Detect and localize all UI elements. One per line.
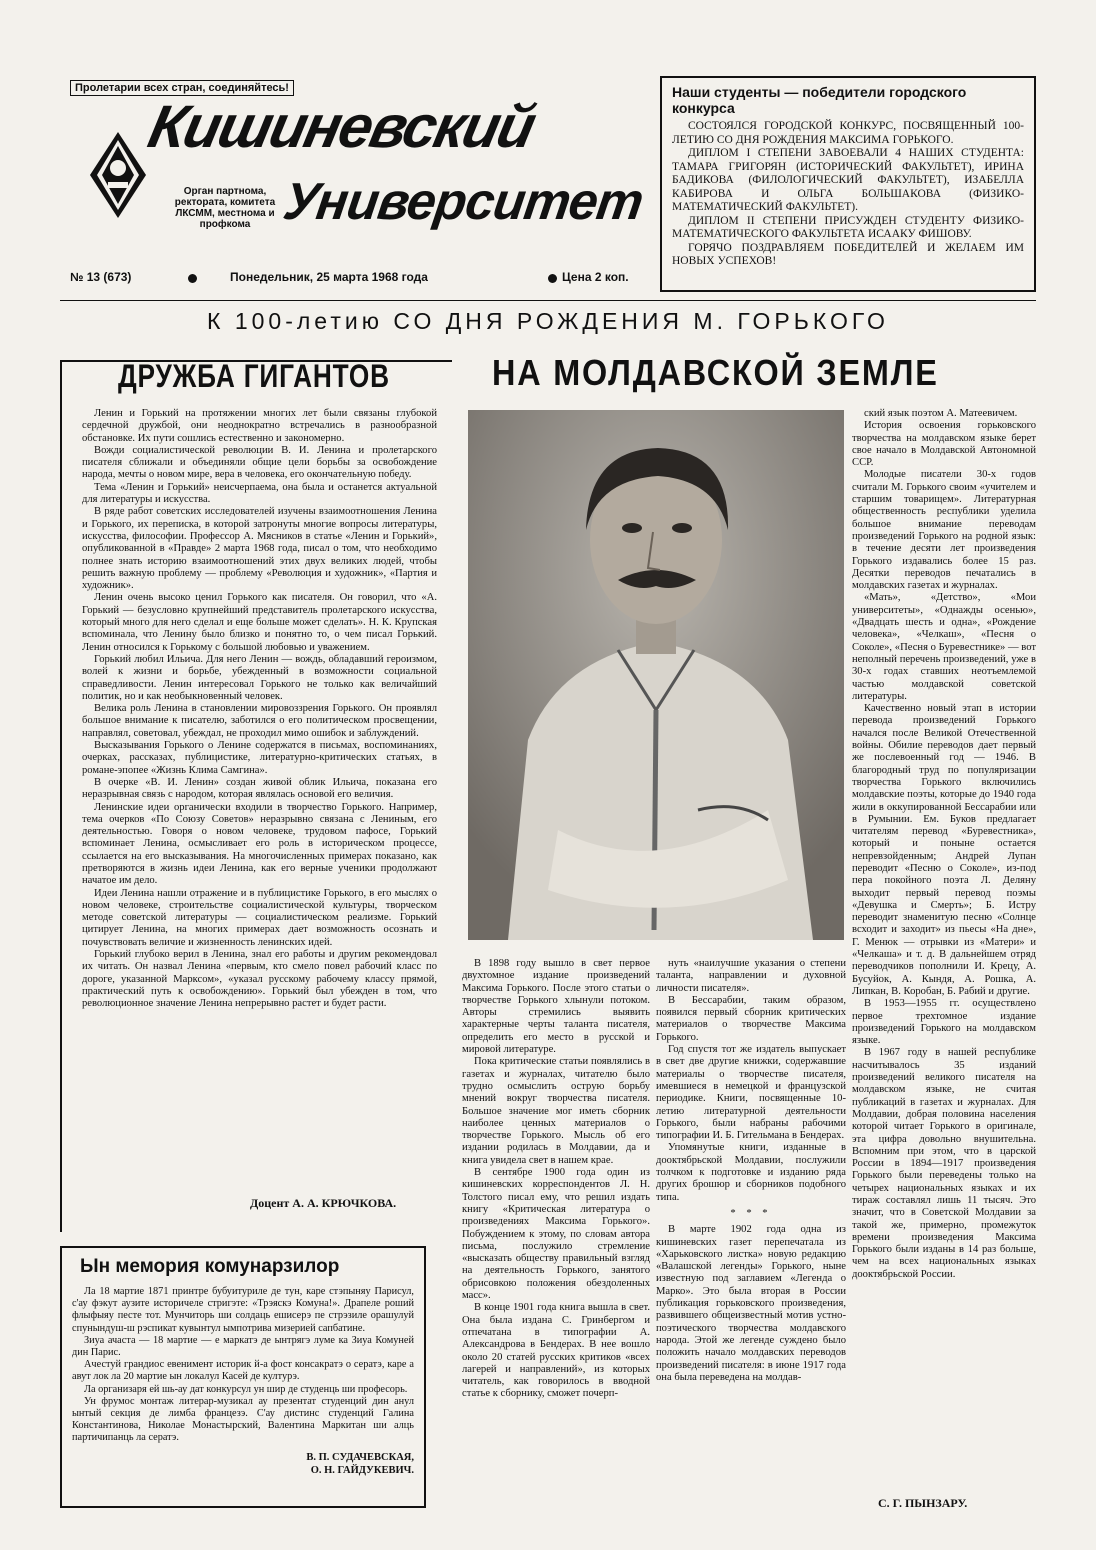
left-article-signature: Доцент А. А. КРЮЧКОВА.	[250, 1196, 397, 1210]
bullet-icon	[188, 274, 197, 283]
paragraph: Ла организаря ей шь-ау дат конкурсул ун шир де студенць ши професорь.	[84, 1383, 408, 1395]
paragraph: В очерке «В. И. Ленин» создан живой облик Ильича, показана его неразрывная связь с народом, которая являлась основой его величия.	[82, 776, 437, 801]
right-article-column-1	[462, 958, 650, 1401]
paragraph: Ун фрумос монтаж литерар-музикал ау презентат студенций дин анул ынтый секция де лимба францезэ. С'ау дистинс студенций Галина Константинова, Николае Монастырский, Валентина Маркитан ши алць партичипанць ла сератэ.	[72, 1395, 414, 1444]
paragraph: В конце 1901 года книга вышла в свет. Она была издана С. Гринбергом и отпечатана в типографии А. Александрова в Бендерах. В нее вошло около 20 статей русских критиков «всех лагерей и направлений», из которых читатель, как говорилось в вводной статье к сборнику, сможет почерп-	[462, 1302, 650, 1400]
paragraph: Ленин очень высоко ценил Горького как писателя. Он говорил, что «А. Горький — безусловно крупнейший представитель пролетарского искусства, который много для него сделал и еще больше может сделать». Н. К. Крупская вспоминала, что Ленину было близко и понятно то, о чем писал Горький. Ленин относился к Горькому с большой любовью и уважением.	[82, 592, 437, 653]
signature-line: О. Н. ГАЙДУКЕВИЧ.	[310, 1464, 414, 1476]
commune-box-body	[72, 1286, 414, 1445]
news-title: Наши студенты — победители городского конкурса	[672, 84, 967, 116]
newspaper-organ: Орган партнома, ректората, комитета ЛКСММ, местнома и профкома	[174, 186, 276, 230]
paragraph: История освоения горьковского творчества на молдавском языке берет свое начало в Молдавской Автономной ССР.	[852, 420, 1036, 469]
university-emblem-icon	[88, 130, 148, 220]
paragraph: Молодые писатели 30-х годов считали М. Горького своим «учителем и старшим товарищем». Литературная общественность республики уделила большое внимание переводам произведений Горького на родной язык: в течение десяти лет произведения Горького издавались более 15 раз. Десятки переводов печатались в молдавских газетах и журналах.	[852, 469, 1036, 592]
bullet-icon	[548, 274, 557, 283]
paragraph: Ачестуй грандиос евенимент историк й-а фост консакратэ о сератэ, каре а авут лок ла 20 мартие ын локалул Касей де културэ.	[72, 1359, 414, 1383]
section-separator: * * *	[730, 1207, 772, 1219]
news-paragraph: ДИПЛОМ I СТЕПЕНИ ЗАВОЕВАЛИ 4 НАШИХ СТУДЕНТА: ТАМАРА ГРИГОРЯН (ИСТОРИЧЕСКИЙ ФАКУЛЬТЕТ), ИРИНА БАДИКОВА (ФИЛОЛОГИЧЕСКИЙ ФАКУЛЬТЕТ), ИЗАБЕЛЛА КАБИРОВА И ОЛЬГА БОЛЬШАКОВА (ФИЗИКО-МАТЕМАТИЧЕСКИЙ ФАКУЛЬТЕТ).	[672, 147, 1024, 213]
paragraph: Качественно новый этап в истории перевода произведений Горького начался после Великой Отечественной войны. Обилие переводов дает первый же послевоенный год — 1946. В благородный труд по популяризации творчества Горького включились молдавские поэты, которые до 1940 года жили в оккупированной Бессарабии или в Румынии. Ем. Буков предлагает читателям перевод «Буревестника», который и поныне остается непревзойденным; Андрей Лупан переводит «Песню о Соколе», из-под пера покойного поэта Л. Деляну выходит первый перевод поэмы «Девушка и Смерть»; Б. Истру переводит знаменитую песню «Солнце всходит и заходит» из пьесы «На дне», Г. Менюк — отрывки из «Матери» и «Челкаша» и т. д. В дальнейшем отряд переводчиков пополнили И. Крецу, А. Бусуйок, А. Кындя, А. Рошка, А. Липкан, В. Коробан, Б. Рабий и другие.	[852, 703, 1036, 997]
issue-date: Понедельник, 25 марта 1968 года	[230, 270, 428, 284]
paragraph: Идеи Ленина нашли отражение и в публицистике Горького, в его мыслях о новом человеке, строительстве социалистической культуры, творческом методе советской литературы — социалистическом реализме. Горький цитирует Ленина, на многих примерах дает возможность осознать и почувствовать величие и жизненность ленинских идей.	[82, 887, 437, 948]
paragraph: В сентябре 1900 года один из кишиневских корреспондентов Л. Н. Толстого писал ему, что решил издать книгу «Критическая литература о произведениях Максима Горького». Побуждением к этому, по словам автора письма, послужило стремление «высказать обществу правильный взгляд на деятельность Горького, занятого обрисовкою положения обездоленных масс».	[462, 1167, 650, 1302]
party-slogan: Пролетарии всех стран, соединяйтесь!	[70, 80, 294, 96]
paragraph: Горький глубоко верил в Ленина, знал его работы и другим рекомендовал их читать. Он назвал Ленина «первым, кто смело повел рабочий класс по дороге, указанной Марксом», «указал русскому рабочему классу прямой, практический путь к освобождению». Горький был убежден в том, что революционное значение Ленина непрерывно растет и будет расти.	[82, 949, 437, 1010]
paragraph: Ленинские идеи органически входили в творчество Горького. Например, тема очерков «По Союзу Советов» неразрывно связана с Лениным, его деятельностью. Говоря о новом человеке, трудовом пафосе, Горький вспоминает Ленина, осмысливает его роль в историческом процессе, ссылается на его высказывания. На многочисленных примерах показано, как претворяются в жизнь идеи Ленина, как его верные ученики продолжают начатое им дело.	[82, 801, 437, 887]
paragraph: Высказывания Горького о Ленине содержатся в письмах, воспоминаниях, очерках, рассказах, публицистике, литературно-критических статьях, в романе-эпопее «Жизнь Клима Самгина».	[82, 740, 437, 776]
left-article-body	[82, 408, 437, 1011]
news-paragraph: ГОРЯЧО ПОЗДРАВЛЯЕМ ПОБЕДИТЕЛЕЙ И ЖЕЛАЕМ ИМ НОВЫХ УСПЕХОВ!	[672, 241, 1024, 267]
right-article-column-3	[852, 408, 1036, 1281]
signature-line: В. П. СУДАЧЕВСКАЯ,	[306, 1451, 414, 1463]
commune-memorial-box	[60, 1246, 426, 1508]
paragraph: Зиуа ачаста — 18 мартие — е маркатэ де ынтрягэ луме ка Зиуа Комуней дин Парис.	[72, 1334, 414, 1359]
right-article-title: НА МОЛДАВСКОЙ ЗЕМЛЕ	[492, 352, 939, 393]
paragraph: «Мать», «Детство», «Мои университеты», «Однажды осенью», «Двадцать шесть и одна», «Рождение человека», «Челкаш», «Песня о Соколе», «Песня о Буревестнике» — вот неполный перечень произведений, уже в 30-х годах ставших неотъемлемой частью молдавской советской литературы.	[852, 592, 1036, 702]
paragraph: Ла 18 мартие 1871 принтре бубуитуриле де тун, каре стэпыняу Парисул, с'ау фэкут аузите историчеле стригэте: «Трэяскэ Комуна!». Драпеле роший флыфыяу песте тот. Мунчиторь ши солдаць ешисерэ пе стрэзиле орашулуй спунындуш-ш рэспикат кувынтул ымпотрива мизерией сапбатине.	[72, 1286, 414, 1334]
divider	[60, 300, 1036, 301]
paragraph: ский язык поэтом А. Матеевичем.	[864, 408, 1018, 419]
paragraph: В 1898 году вышло в свет первое двухтомное издание произведений Максима Горького. После этого статьи о творчестве Горького хлынули потоком. Авторы стремились выявить характерные черты таланта писателя, определить его место в русской и мировой литературе.	[462, 958, 650, 1056]
left-article-title: ДРУЖБА ГИГАНТОВ	[118, 358, 390, 394]
paragraph: В ряде работ советских исследователей изучены взаимоотношения Ленина и Горького, их переписка, в которой затронуты многие вопросы литературы, искусства, философии. Профессор А. Мясников в статье «Ленин и Горький», опубликованной в «Правде» 2 марта 1968 года, писал о том, что необходимо полнее знать историю взаимоотношений этих двух великих людей, чтобы решить важную проблему — проблему «Революция и художник», «Партия и художник».	[82, 506, 437, 592]
news-box	[660, 76, 1036, 292]
paragraph: В Бессарабии, таким образом, появился первый сборник критических материалов о творчестве Максима Горького.	[656, 994, 846, 1043]
paragraph: В 1953—1955 гг. осуществлено первое трехтомное издание произведений Горького на молдавском языке.	[852, 998, 1036, 1047]
paragraph: Тема «Ленин и Горький» неисчерпаема, она была и останется актуальной для литературы и искусства.	[82, 481, 437, 506]
issue-price: Цена 2 коп.	[562, 270, 629, 284]
paragraph: В марте 1902 года одна из кишиневских газет перепечатала из «Харьковского листка» новую редакцию «Валашской легенды» Горького, ныне известную под заглавием «Легенда о Марко». Это была вторая в России публикация горьковского произведения, развившего общеизвестный мотив устно-поэтического творчества молдавского народа. Этой же легенде суждено было положить начало молдавских переводов произведений писателя: в июне 1917 года она была переведена на молдав-	[656, 1224, 846, 1383]
anniversary-banner: К 100-летию СО ДНЯ РОЖДЕНИЯ М. ГОРЬКОГО	[207, 308, 889, 334]
issue-number: № 13 (673)	[70, 270, 132, 284]
commune-box-title: Ын мемория комунарзилор	[80, 1256, 340, 1277]
paragraph: Год спустя тот же издатель выпускает в свет две другие книжки, содержавшие материалы о творчестве писателя, имевшиеся в немецкой и французской периодике. Книги, посвященные 10-летию литературной деятельности Горького, были набраны рабочими типографии И. Б. Гительмана в Бендерах.	[656, 1044, 846, 1142]
gorky-portrait-photo	[468, 410, 844, 940]
newspaper-title-line1: Кишиневский	[142, 93, 541, 160]
paragraph: Велика роль Ленина в становлении мировоззрения Горького. Он проявлял большое внимание к писателю, заботился о его политическом просвещении, направлял, советовал, убеждал, не проходил мимо ошибок и заблуждений.	[82, 703, 437, 739]
paragraph: Горький любил Ильича. Для него Ленин — вождь, обладавший героизмом, волей к жизни и борьбе, убежденный в возможности социальной справедливости. Ленин интересовал Горького не только как величайший политик, но и как необыкновенный человек.	[82, 653, 437, 702]
news-paragraph: СОСТОЯЛСЯ ГОРОДСКОЙ КОНКУРС, ПОСВЯЩЕННЫЙ 100-ЛЕТИЮ СО ДНЯ РОЖДЕНИЯ МАКСИМА ГОРЬКОГО.	[672, 120, 1024, 146]
right-article-column-2	[656, 958, 846, 1384]
paragraph: Вожди социалистической революции В. И. Ленина и пролетарского писателя сближали и объединяли общие цели борьбы за освобождение народа, мечты о новом мире, вера в человека, его окончательную победу.	[82, 444, 437, 481]
paragraph: Пока критические статьи появлялись в газетах и журналах, читателю было трудно осмыслить острую борьбу мнений вокруг творчества писателя. Большое значение мог иметь сборник наиболее ценных материалов о творчестве Горького. Мысль об его издании родилась в Молдавии, да и книга увидела свет в нашем крае.	[462, 1056, 650, 1166]
paragraph: Упомянутые книги, изданные в дооктябрьской Молдавии, послужили толчком к подготовке и изданию ряда других брошюр и сборников подобного типа.	[656, 1142, 846, 1203]
newspaper-title-line2: Университет	[279, 173, 647, 231]
right-article-signature: С. Г. ПЫНЗАРУ.	[878, 1496, 968, 1510]
paragraph: В 1967 году в нашей республике насчитывалось 35 изданий произведений великого писателя на молдавском языке, не считая публикаций в газетах и журналах. Для Молдавии, добрая половина населения которой читает Горького в оригинале, эта цифра довольно внушительна. Вспомним при этом, что в царской России в 1894—1917 произведения Горького были переведены только на четырех национальных языках и их тираж составлял лишь 11 тысяч. Это значит, что в Советской Молдавии за такой же, примерно, промежуток времени произведения Максима Горького были изданы в 14 раз больше, чем на всех национальных языках дооктябрьской России.	[852, 1047, 1036, 1280]
commune-box-signature	[72, 1451, 414, 1477]
paragraph: Ленин и Горький на протяжении многих лет были связаны глубокой сердечной дружбой, они неоднократно встречались в разнообразной обстановке. Их пути сошлись естественно и закономерно.	[82, 408, 437, 444]
paragraph: нуть «наилучшие указания о степени таланта, направлении и духовной личности писателя».	[656, 958, 846, 994]
news-paragraph: ДИПЛОМ II СТЕПЕНИ ПРИСУЖДЕН СТУДЕНТУ ФИЗИКО-МАТЕМАТИЧЕСКОГО ФАКУЛЬТЕТА ИСААКУ ФИШОВУ.	[672, 214, 1024, 240]
